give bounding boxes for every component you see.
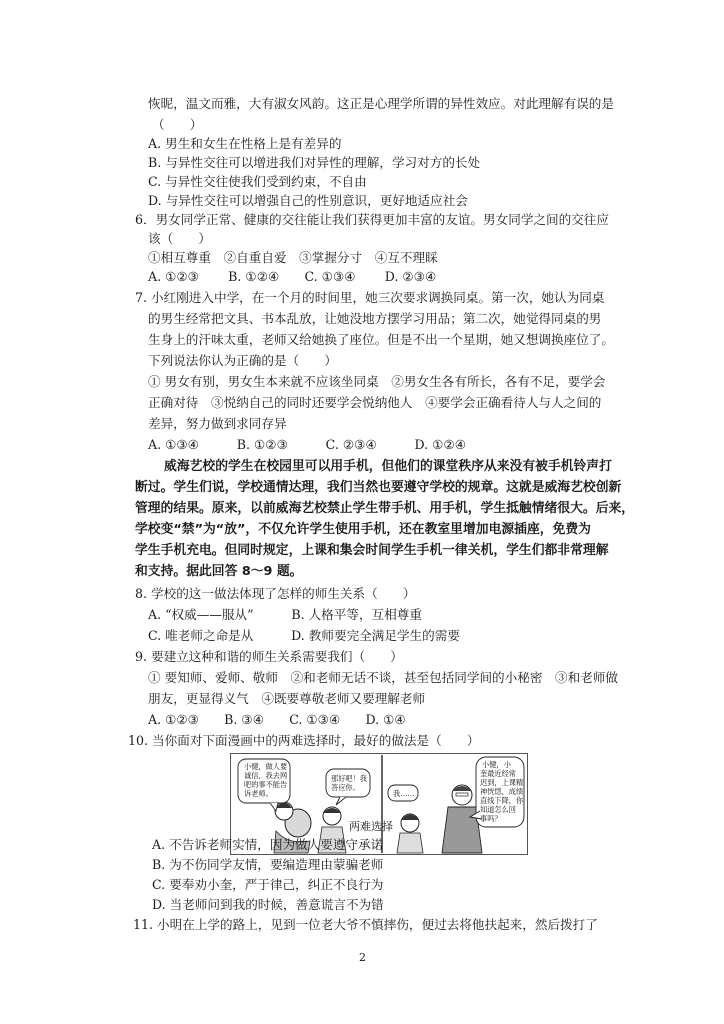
passage-line-4: 学校变“禁”为“放”，不仅允许学生使用手机，还在教室里增加电源插座，免费为 <box>135 522 591 537</box>
q7-line-4: 下列说法你认为正确的是（ ） <box>148 353 337 368</box>
q7-options: A. ①③④ B. ①②③ C. ②③④ D. ①②④ <box>148 437 467 452</box>
q6-stem-line-2: 该（ ） <box>148 231 211 246</box>
bubble-left-text-1: 小健，做人要 <box>244 762 288 771</box>
passage-line-1: 威海艺校的学生在校园里可以用手机，但他们的课堂秩序从来没有被手机铃声打 <box>164 459 612 474</box>
bubble-left-text-3: 吧的事不能告 <box>244 780 288 789</box>
intro-line-2: （ ） <box>152 117 203 132</box>
passage-line-3: 管理的结果。原来，以前威海艺校禁止学生带手机、用手机，学生抵触情绪很大。后来， <box>135 501 635 516</box>
bubble-left-text-2: 诚信，我去网 <box>244 771 288 780</box>
bubble-right-text-4: 神恍惚，成绩 <box>480 787 524 796</box>
bubble-right-text-2: 奎最近经常 <box>480 769 516 778</box>
passage-line-6: 和支持。据此回答 8～9 题。 <box>135 564 303 579</box>
q7-line-2: 的男生经常把文具、书本乱放，让她没地方摆学习用品；第二次，她觉得同桌的男 <box>148 311 602 326</box>
q6-stem-line-1: 6．男女同学正常、健康的交往能让我们获得更加丰富的友谊。男女同学之间的交往应 <box>135 212 609 227</box>
q7-line-3: 生身上的汗味太重，老师又给她换了座位。但是不出一个星期，她又想调换座位了。 <box>148 332 614 347</box>
bubble-small-text: 我…… <box>393 789 415 798</box>
q7-line-6: 正确对待 ③悦纳自己的同时还要学会悦纳他人 ④要学会正确看待人与人之间的 <box>148 395 602 410</box>
bubble-left-text-4: 诉老师。 <box>244 789 273 798</box>
q10-option-d: D. 当老师问到我的时候，善意谎言不为错 <box>152 897 384 912</box>
q9-stem: 9. 要建立这种和谐的师生关系需要我们（ ） <box>135 649 403 664</box>
q8-options-row-1: A. “权威——服从” B. 人格平等，互相尊重 <box>148 607 422 622</box>
q9-statements-line-1: ① 要知师、爱师、敬师 ②和老师无话不谈，甚至包括同学间的小秘密 ③和老师做 <box>148 670 618 685</box>
page-number: 2 <box>359 951 366 964</box>
q5-option-b: B. 与异性交往可以增进我们对异性的理解，学习对方的长处 <box>148 155 481 170</box>
bubble-mid-text-2: 答应你。 <box>331 783 360 792</box>
q9-options: A. ①②③ B. ③④ C. ①③④ D. ①④ <box>148 712 406 727</box>
q6-statements: ①相互尊重 ②自重自爱 ③掌握分寸 ④互不理睬 <box>148 250 438 265</box>
q5-option-a: A. 男生和女生在性格上是有差异的 <box>148 136 342 151</box>
passage-line-5: 学生手机充电。但同时规定，上课和集会时间学生手机一律关机，学生们都非常理解 <box>135 543 609 558</box>
q5-option-c: C. 与异性交往使我们受到约束，不自由 <box>148 174 367 189</box>
q7-line-1: 7. 小红刚进入中学，在一个月的时间里，她三次要求调换同桌。第一次，她认为同桌 <box>135 290 605 305</box>
q8-options-row-2: C. 唯老师之命是从 D. 教师要完全满足学生的需要 <box>148 628 460 643</box>
q7-line-7: 差异，努力做到求同存异 <box>148 416 287 431</box>
q10-stem: 10. 当你面对下面漫画中的两难选择时，最好的做法是（ ） <box>128 733 480 748</box>
q6-options: A. ①②③ B. ①②④ C. ①③④ D. ②③④ <box>148 269 437 284</box>
q11-stem-line-1: 11. 小明在上学的路上，见到一位老大爷不慎摔伤，便过去将他扶起来，然后拨打了 <box>133 917 598 932</box>
comic-caption: 两难选择 <box>349 820 393 833</box>
q5-option-d: D. 与异性交往可以增强自己的性别意识，更好地适应社会 <box>148 193 468 208</box>
bubble-right-text-7: 事吗？ <box>480 814 502 823</box>
q9-statements-line-2: 朋友，更显得义气 ④既要尊敬老师又要理解老师 <box>148 691 426 706</box>
bubble-mid-text-1: 那好吧！我 <box>331 774 367 783</box>
q10-option-c: C. 要奉劝小奎，严于律己，纠正不良行为 <box>152 877 384 892</box>
passage-line-2: 断过。学生们说，学校通情达理，我们当然也要遵守学校的规章。这就是威海艺校创新 <box>135 480 622 495</box>
q8-stem: 8. 学校的这一做法体现了怎样的师生关系（ ） <box>135 586 416 601</box>
bubble-right-text-3: 迟到，上课精 <box>480 778 524 787</box>
bubble-right-text-5: 直线下降，你 <box>480 796 524 805</box>
intro-line-1: 恢昵，温文而雅，大有淑女风韵。这正是心理学所谓的异性效应。对此理解有误的是 <box>148 96 614 111</box>
bubble-right-text-6: 知道怎么回 <box>480 805 516 814</box>
q10-option-b: B. 为不伤同学友情，要编造理由蒙骗老师 <box>152 857 384 872</box>
q10-option-a: A. 不告诉老师实情，因为做人要遵守承诺 <box>152 837 384 852</box>
q7-line-5: ① 男女有别，男女生本来就不应该坐同桌 ②男女生各有所长，各有不足，要学会 <box>148 374 606 389</box>
bubble-right-text-1: 小健，小 <box>482 760 511 769</box>
